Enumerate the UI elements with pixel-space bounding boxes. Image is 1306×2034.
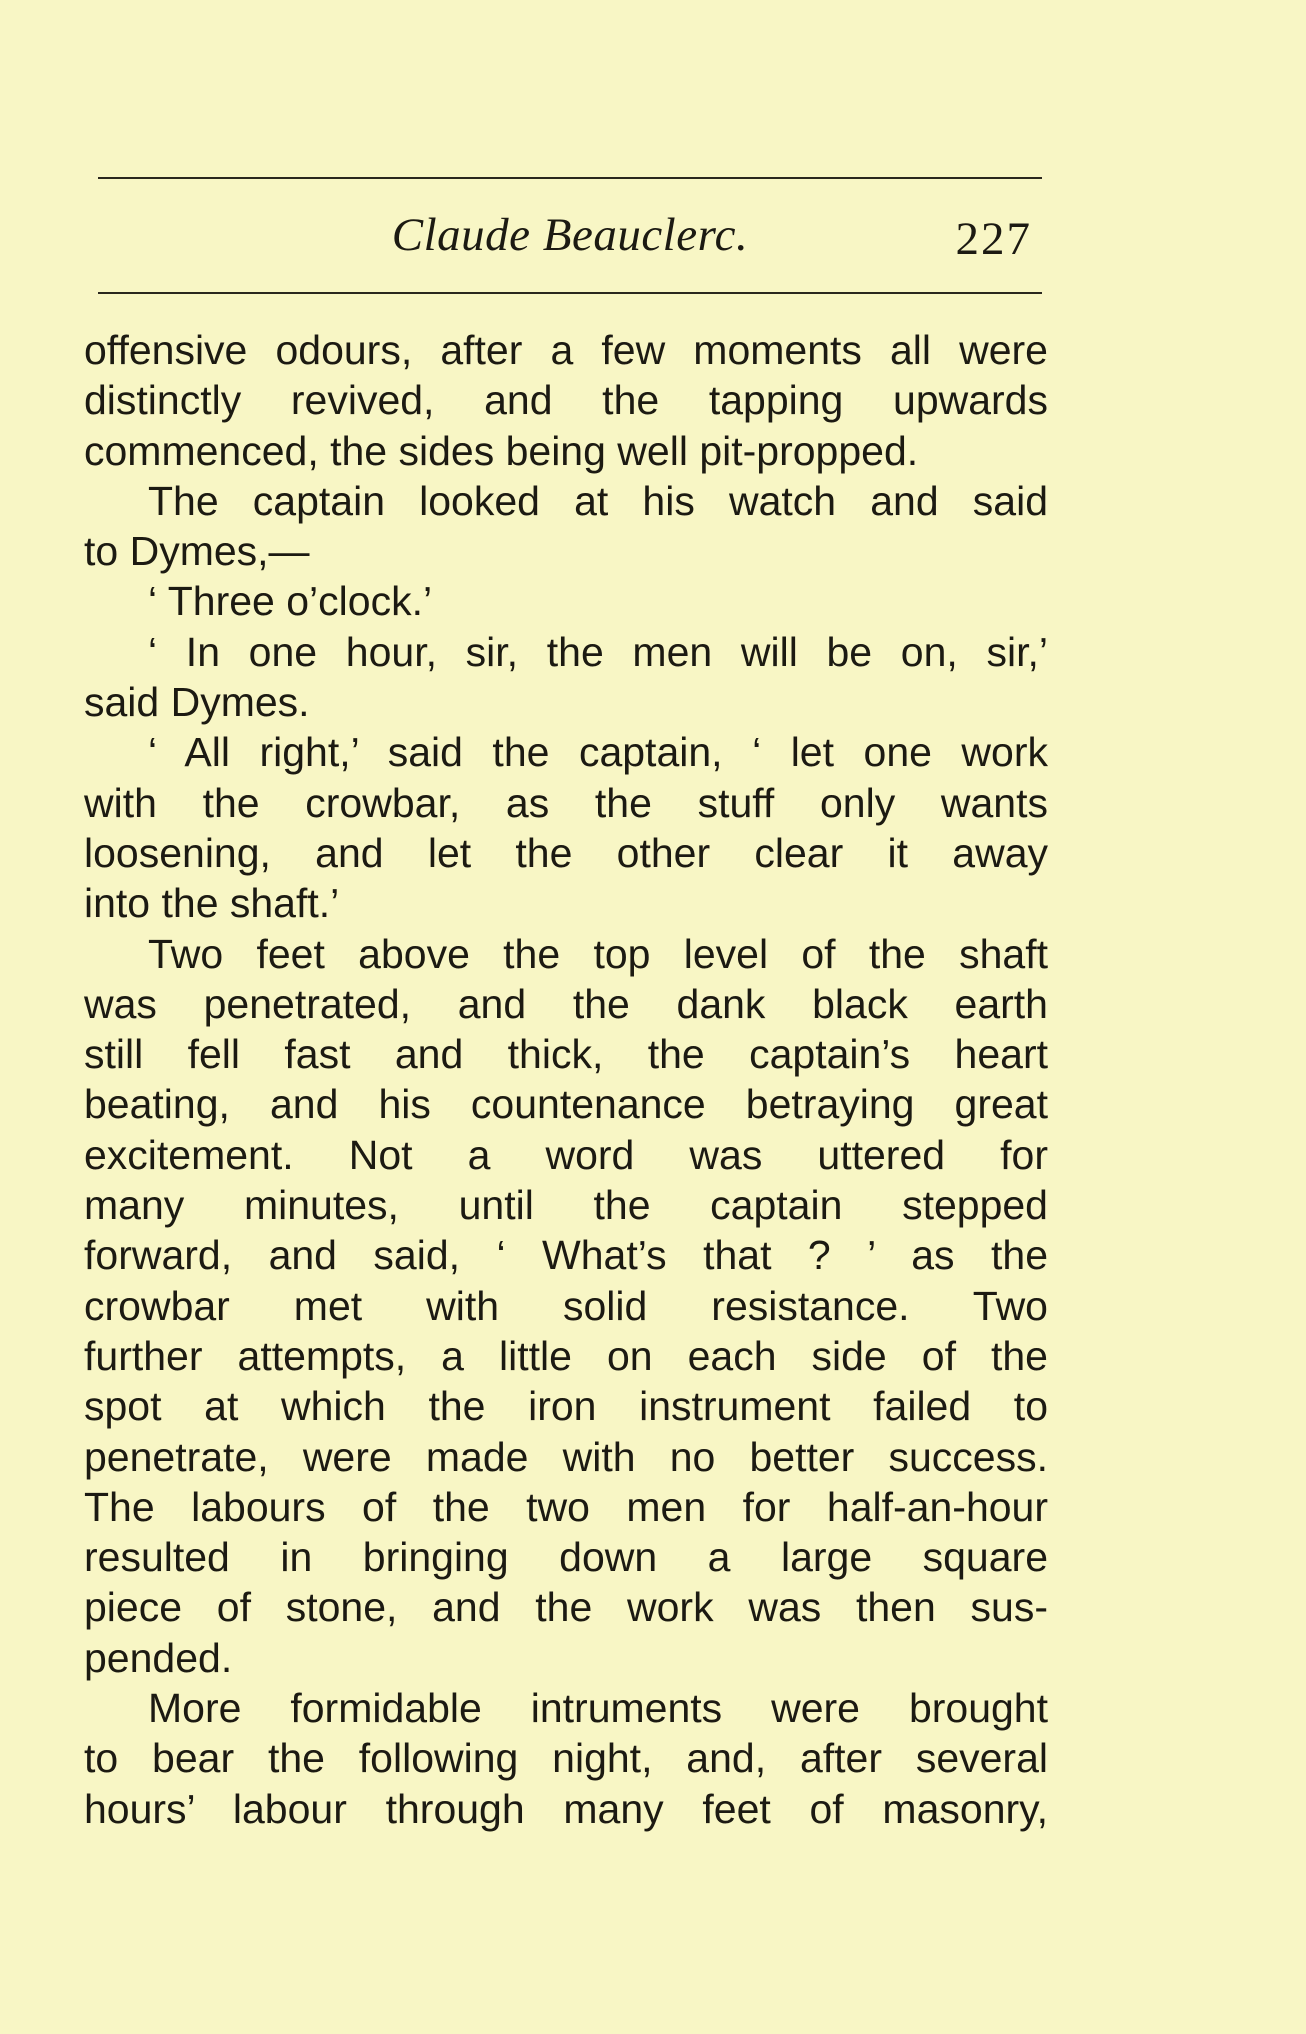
text-line: commenced, the sides being well pit-propped. [84, 427, 919, 474]
text-line: was penetrated, and the dank black earth [84, 980, 1048, 1027]
text-line: resulted in bringing down a large square [84, 1534, 1048, 1581]
header-bottom-rule [98, 292, 1042, 294]
text-line: forward, and said, ‘ What’s that ? ’ as the [84, 1232, 1048, 1279]
text-line: said Dymes. [84, 679, 310, 726]
running-title: Claude Beauclerc. [391, 209, 749, 261]
text-line: still fell fast and thick, the captain’s heart [84, 1031, 1048, 1078]
text-line: many minutes, until the captain stepped [84, 1182, 1048, 1229]
text-line: pended. [84, 1634, 233, 1681]
running-head [98, 200, 1042, 270]
text-line: excitement. Not a word was uttered for [84, 1131, 1048, 1178]
text-line: The captain looked at his watch and said [148, 477, 1048, 524]
page-number: 227 [955, 213, 1032, 265]
text-line: penetrate, were made with no better success. [84, 1433, 1048, 1480]
text-line: The labours of the two men for half-an-hour [84, 1483, 1048, 1530]
text-line: loosening, and let the other clear it away [84, 829, 1048, 876]
text-line: ‘ In one hour, sir, the men will be on, sir,’ [148, 628, 1048, 675]
text-line: distinctly revived, and the tapping upwards [84, 377, 1048, 424]
text-line: into the shaft.’ [84, 880, 340, 927]
text-line: offensive odours, after a few moments all were [84, 327, 1048, 373]
body-text [84, 325, 1048, 1834]
text-line: crowbar met with solid resistance. Two [84, 1282, 1048, 1329]
text-line: to bear the following night, and, after several [84, 1735, 1048, 1782]
text-line: ‘ All right,’ said the captain, ‘ let one work [148, 729, 1048, 776]
text-line: with the crowbar, as the stuff only wants [84, 779, 1048, 826]
text-line: Two feet above the top level of the shaft [148, 930, 1048, 977]
text-line: beating, and his countenance betraying great [84, 1081, 1048, 1128]
text-line: further attempts, a little on each side of the [84, 1332, 1048, 1379]
text-line: to Dymes,— [84, 528, 310, 575]
text-line: hours’ labour through many feet of masonry, [84, 1785, 1048, 1832]
text-line: piece of stone, and the work was then sus- [84, 1584, 1048, 1631]
text-line: ‘ Three o’clock.’ [148, 578, 433, 625]
header-top-rule [98, 177, 1042, 179]
text-line: spot at which the iron instrument failed to [84, 1383, 1048, 1430]
text-line: More formidable intruments were brought [148, 1685, 1048, 1732]
